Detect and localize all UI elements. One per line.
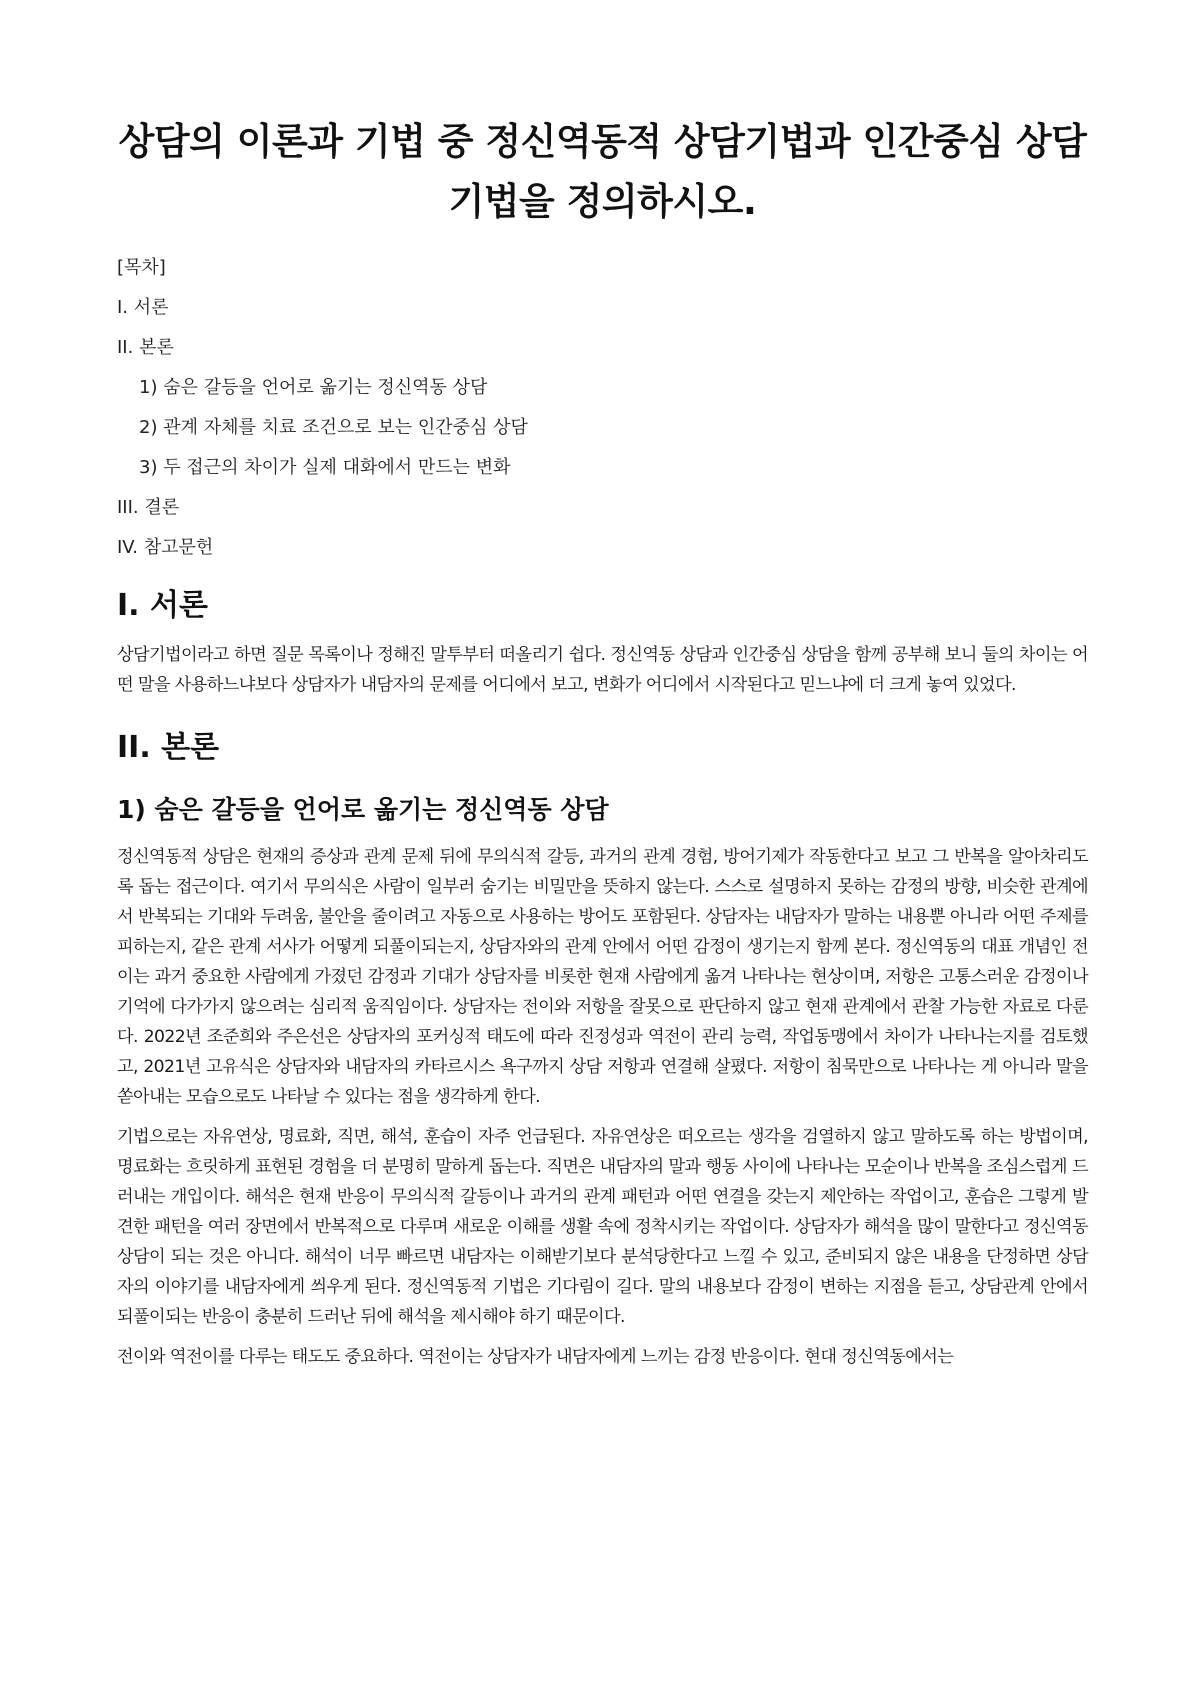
section-heading: II. 본론	[117, 730, 220, 765]
document-title: 상담의 이론과 기법 중 정신역동적 상담기법과 인간중심 상담기법을 정의하시오.	[118, 120, 1087, 223]
section-introduction	[117, 586, 1088, 700]
body-paragraph: 전이와 역전이를 다루는 태도도 중요하다. 역전이는 상담자가 내담자에게 느끼는 감정 반응이다. 현대 정신역동에서는	[117, 1347, 954, 1367]
intro-paragraph: 상담기법이라고 하면 질문 목록이나 정해진 말투부터 떠올리기 쉽다. 정신역동 상담과 인간중심 상담을 함께 공부해 보니 둘의 차이는 어떤 말을 사용하느냐보다 상담자가 내담자의 문제를 어디에서 보고, 변화가 어디에서 시작된다고 믿느냐에 더 크게 놓여 있었다.	[117, 645, 1088, 695]
toc-item: II. 본론	[117, 337, 174, 358]
body-paragraph: 정신역동적 상담은 현재의 증상과 관계 문제 뒤에 무의식적 갈등, 과거의 관계 경험, 방어기제가 작동한다고 보고 그 반복을 알아차리도록 돕는 접근이다. 여기서 무의식은 사람이 일부러 숨기는 비밀만을 뜻하지 않는다. 스스로 설명하지 못하는 감정의 방향, 비슷한 관계에서 반복되는 기대와 두려움, 불안을 줄이려고 자동으로 사용하는 방어도 포함된다. 상담자는 내담자가 말하는 내용뿐 아니라 어떤 주제를 피하는지, 같은 관계 서사가 어떻게 되풀이되는지, 상담자와의 관계 안에서 어떤 감정이 생기는지 함께 본다. 정신역동의 대표 개념인 전이는 과거 중요한 사람에게 가졌던 감정과 기대가 상담자를 비롯한 현재 사람에게 옮겨 나타나는 현상이며, 저항은 고통스러운 감정이나 기억에 다가가지 않으려는 심리적 움직임이다. 상담자는 전이와 저항을 잘못으로 판단하지 않고 현재 관계에서 관찰 가능한 자료로 다룬다. 2022년 조준희와 주은선은 상담자의 포커싱적 태도에 따라 진정성과 역전이 관리 능력, 작업동맹에서 차이가 나타나는지를 검토했고, 2021년 고유식은 상담자와 내담자의 카타르시스 욕구까지 상담 저항과 연결해 살폈다. 저항이 침묵만으로 나타나는 게 아니라 말을 쏟아내는 모습으로도 나타날 수 있다는 점을 생각하게 한다.	[117, 847, 1088, 1107]
toc-heading: [목차]	[117, 257, 166, 278]
table-of-contents	[117, 256, 1088, 560]
toc-item: IV. 참고문헌	[117, 537, 214, 558]
section-heading: I. 서론	[117, 588, 208, 623]
toc-subitem: 2) 관계 자체를 치료 조건으로 보는 인간중심 상담	[139, 417, 528, 438]
toc-item: I. 서론	[117, 297, 169, 318]
toc-subitem: 1) 숨은 갈등을 언어로 옮기는 정신역동 상담	[139, 377, 488, 398]
subsection-heading: 1) 숨은 갈등을 언어로 옮기는 정신역동 상담	[117, 795, 609, 824]
toc-subitem: 3) 두 접근의 차이가 실제 대화에서 만드는 변화	[139, 457, 511, 478]
body-paragraph: 기법으로는 자유연상, 명료화, 직면, 해석, 훈습이 자주 언급된다. 자유연상은 떠오르는 생각을 검열하지 않고 말하도록 하는 방법이며, 명료화는 흐릿하게 표현된 경험을 더 분명히 말하게 돕는다. 직면은 내담자의 말과 행동 사이에 나타나는 모순이나 반복을 조심스럽게 드러내는 개입이다. 해석은 현재 반응이 무의식적 갈등이나 과거의 관계 패턴과 어떤 연결을 갖는지 제안하는 작업이고, 훈습은 그렇게 발견한 패턴을 여러 장면에서 반복적으로 다루며 새로운 이해를 생활 속에 정착시키는 작업이다. 상담자가 해석을 많이 말한다고 정신역동 상담이 되는 것은 아니다. 해석이 너무 빠르면 내담자는 이해받기보다 분석당한다고 느낄 수 있고, 준비되지 않은 내용을 단정하면 상담자의 이야기를 내담자에게 씌우게 된다. 정신역동적 기법은 기다림이 길다. 말의 내용보다 감정이 변하는 지점을 듣고, 상담관계 안에서 되풀이되는 반응이 충분히 드러난 뒤에 해석을 제시해야 하기 때문이다.	[117, 1127, 1088, 1327]
toc-item: III. 결론	[117, 497, 180, 518]
section-body	[117, 728, 1088, 1372]
